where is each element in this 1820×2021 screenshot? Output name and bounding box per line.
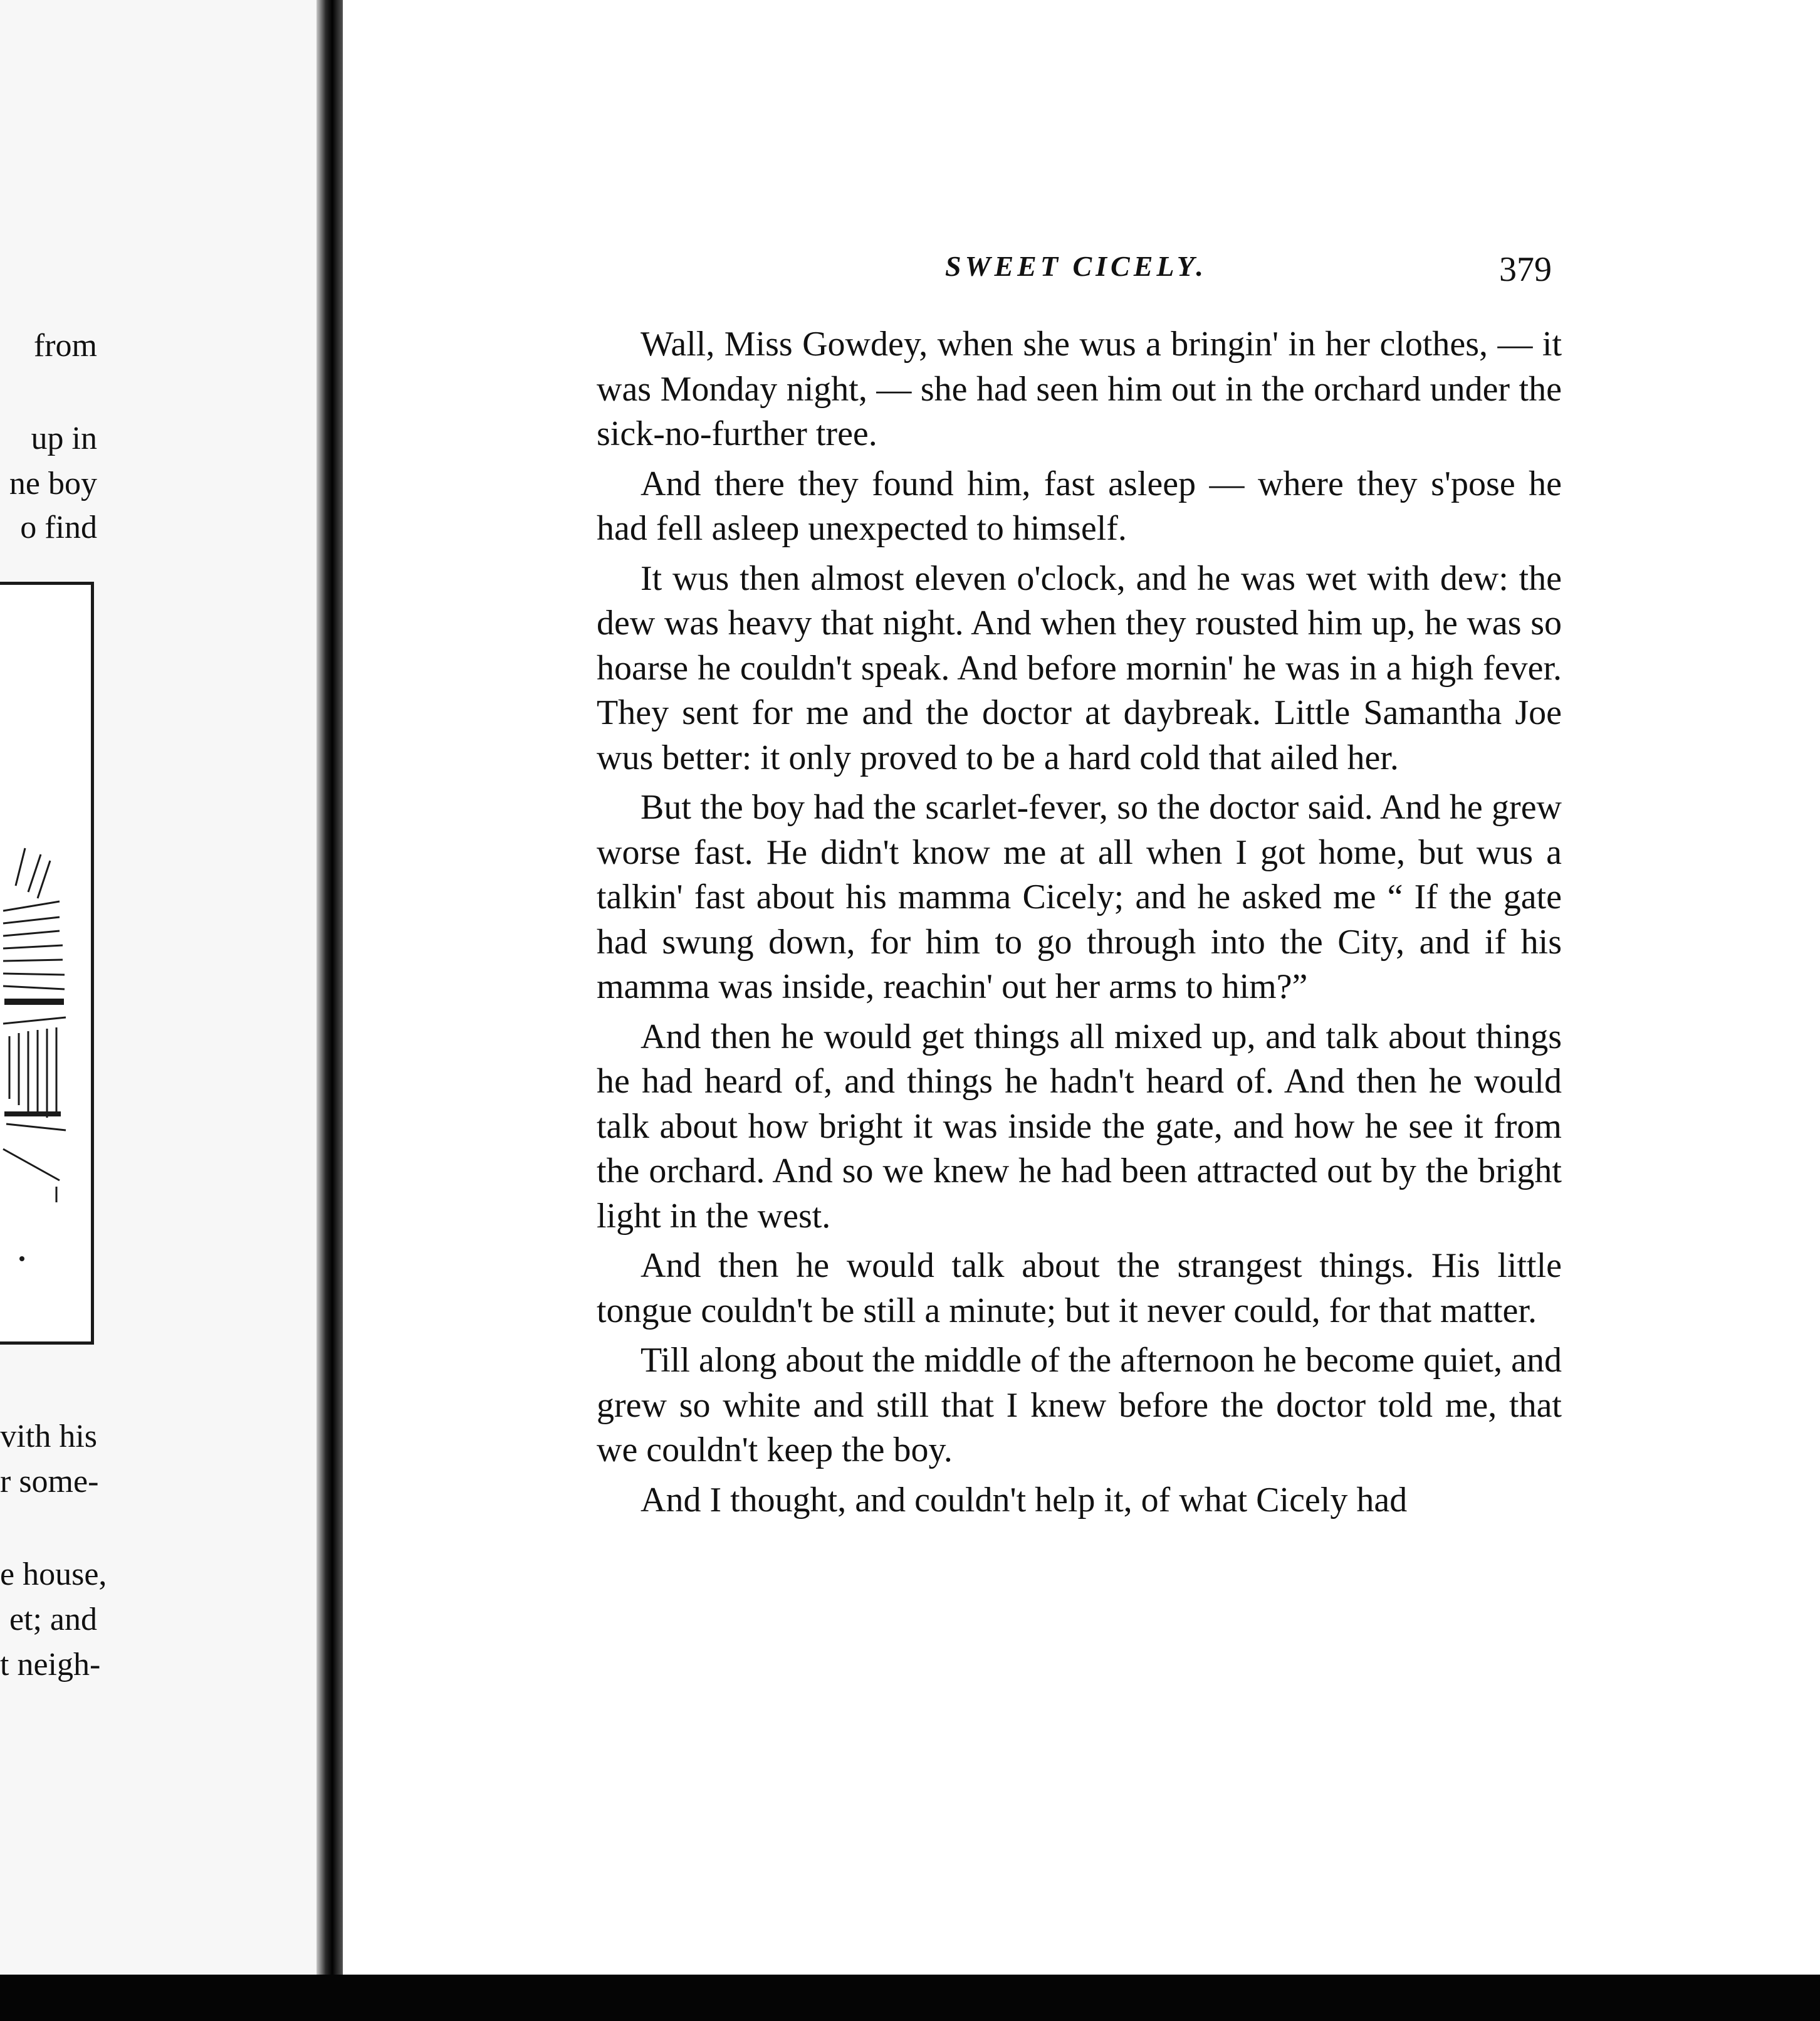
- left-line-fragment: o find: [20, 510, 97, 545]
- paragraph: And then he would talk about the strangest things. His little tongue couldn't be still a minute; but it never could, for that matter.: [597, 1246, 1562, 1330]
- paragraph: It wus then almost eleven o'clock, and he was wet with dew: the dew was heavy that night. And when they rousted him up, he was so hoarse he couldn't speak. And before mornin' he was in a high fever. They sent for me and the doctor at daybreak. Little Samantha Joe wus better: it only proved to be a hard cold that ailed her.: [597, 559, 1562, 777]
- illustration-fragment: [0, 582, 94, 1345]
- engraving-sketch: [0, 585, 91, 1341]
- left-line-fragment: from: [33, 328, 97, 364]
- paragraph: And I thought, and couldn't help it, of what Cicely had: [641, 1480, 1408, 1520]
- left-line-fragment: et; and: [9, 1602, 97, 1637]
- page-number: 379: [1499, 250, 1552, 289]
- paragraph: And then he would get things all mixed up, and talk about things he had heard of, and things he hadn't heard of. And then he would talk about how bright it was inside the gate, and how he see it from the orchard. And so we knew he had been attracted out by the bright light in the west.: [597, 1017, 1562, 1236]
- scan-bottom-edge: [0, 1975, 1820, 2021]
- paragraph: Wall, Miss Gowdey, when she wus a bringin' in her clothes, — it was Monday night, — she had seen him out in the orchard under the sick-no-further tree.: [597, 325, 1562, 453]
- left-line-fragment: vith his: [0, 1419, 97, 1454]
- paragraph: But the boy had the scarlet-fever, so the doctor said. And he grew worse fast. He didn't know me at all when I got home, but wus a talkin' fast about his mamma Cicely; and he asked me “ If the gate had swung down, for him to go through into the City, and if his mamma was inside, reachin' out her arms to him?”: [597, 788, 1562, 1006]
- left-line-fragment: e house,: [0, 1556, 107, 1592]
- paragraph: And there they found him, fast asleep — where they s'pose he had fell asleep unexpected to himself.: [597, 464, 1562, 548]
- left-line-fragment: ne boy: [9, 466, 97, 501]
- left-line-fragment: r some-: [0, 1464, 99, 1499]
- body-text: [597, 322, 1562, 1528]
- running-head: SWEET CICELY.: [945, 250, 1207, 282]
- left-line-fragment: t neigh-: [0, 1647, 101, 1682]
- paragraph: Till along about the middle of the afternoon he become quiet, and grew so white and still that I knew before the doctor told me, that we couldn't keep the boy.: [597, 1341, 1562, 1469]
- left-facing-page: [0, 0, 316, 1975]
- book-gutter: [316, 0, 343, 1975]
- left-line-fragment: up in: [31, 421, 97, 456]
